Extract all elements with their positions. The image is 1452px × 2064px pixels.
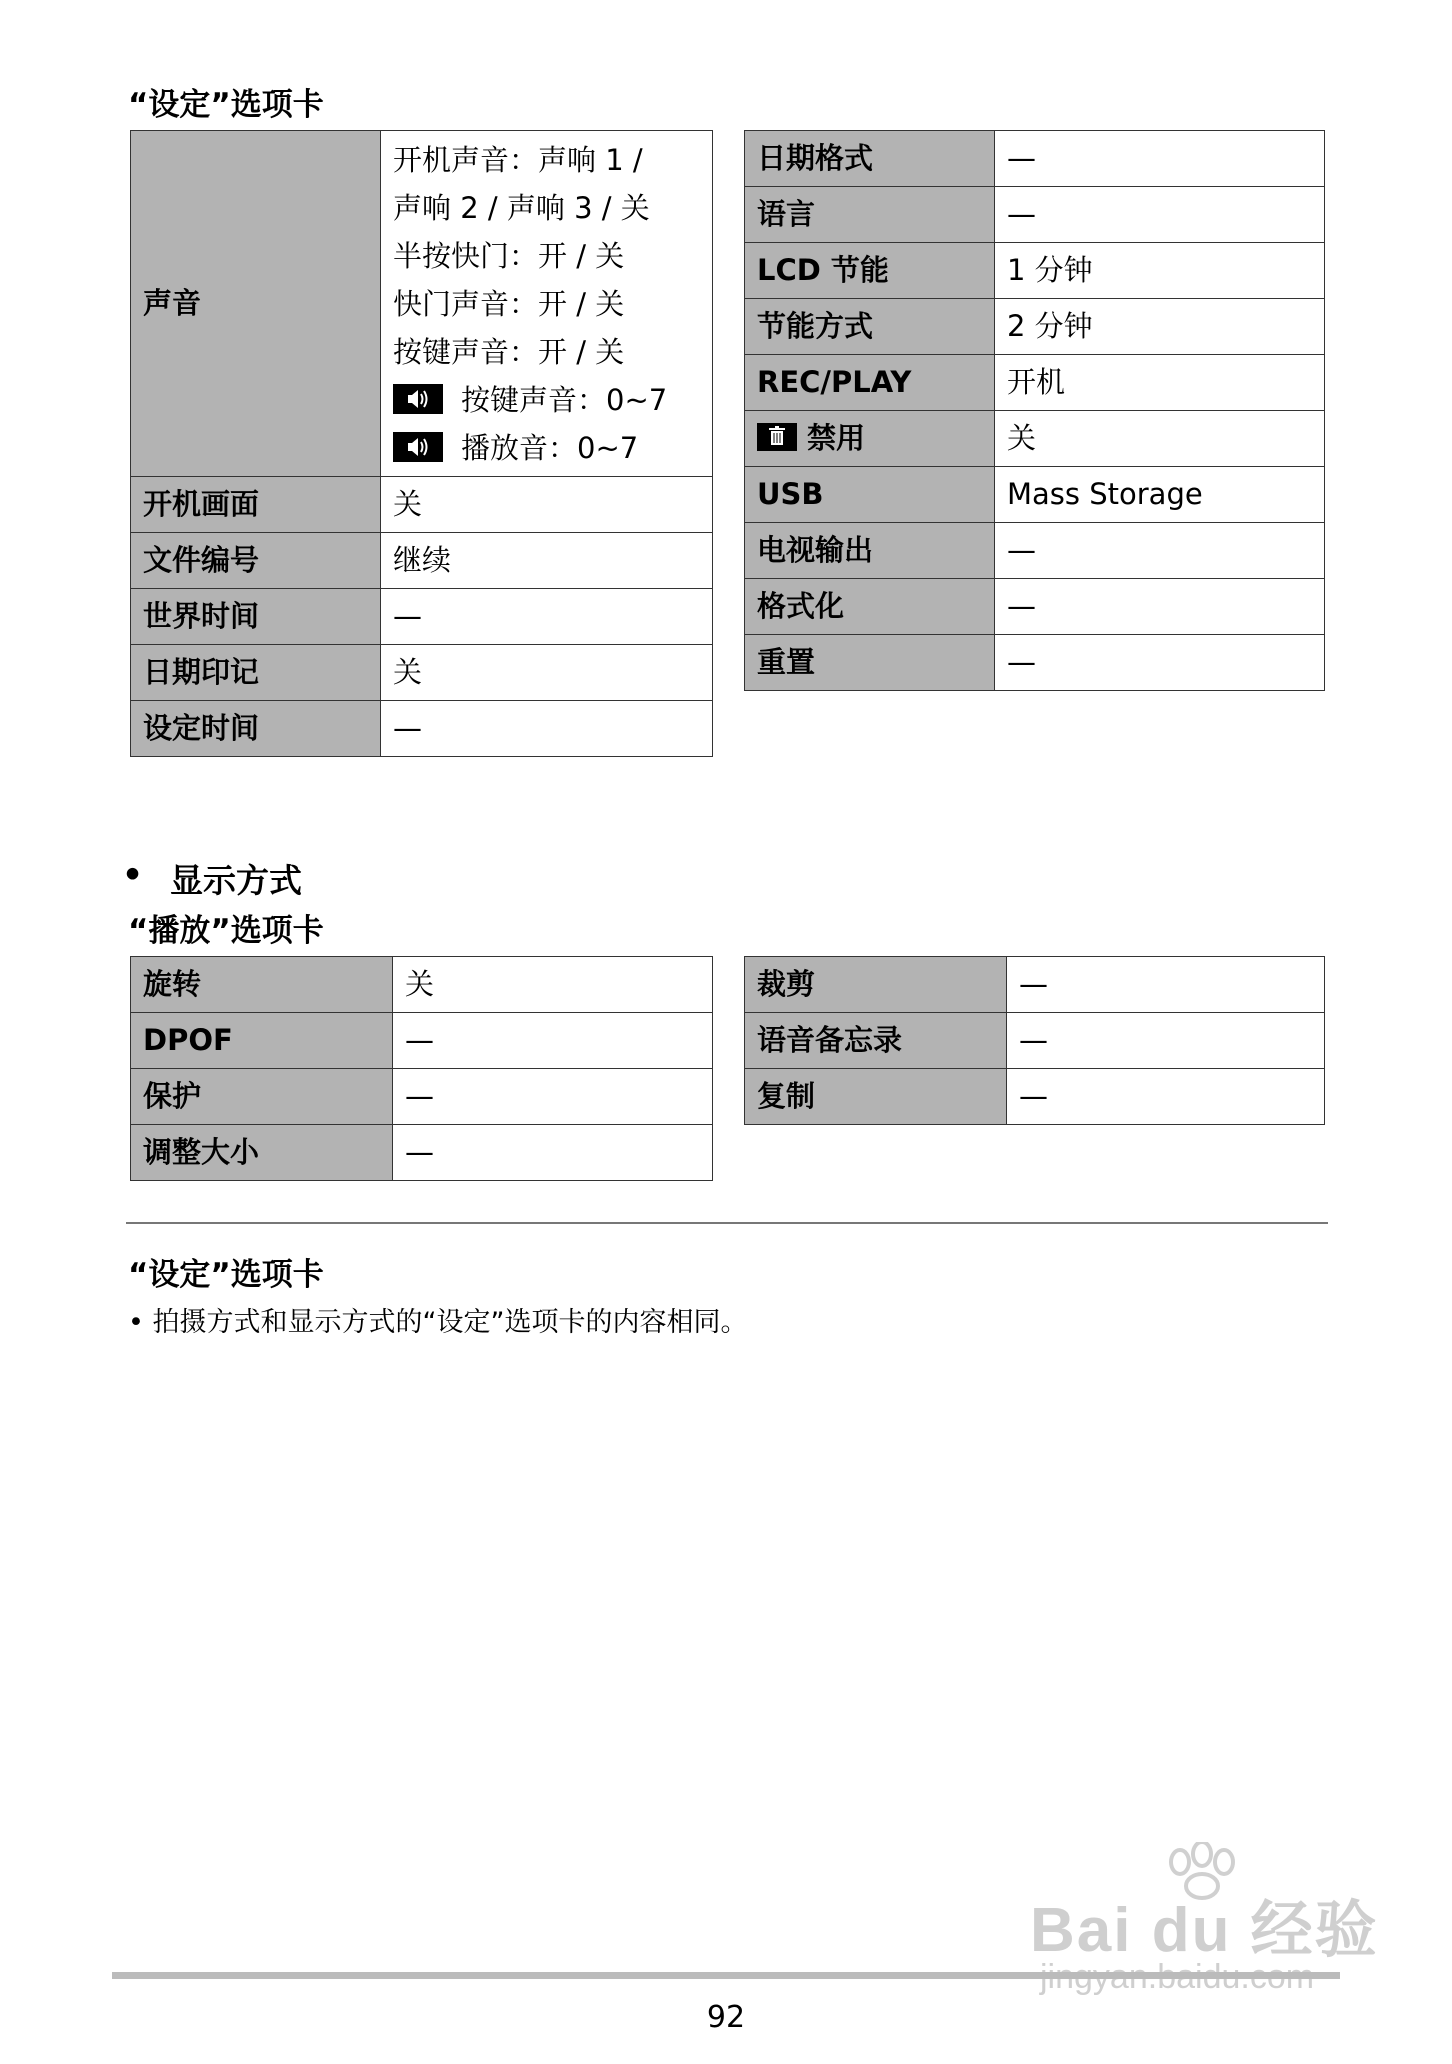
table-row [745,579,1325,635]
sound-line: 开机声音：声响 1 / [393,142,643,177]
speaker-icon [393,384,443,414]
trash-icon [757,423,797,451]
row-value: — [393,1069,713,1125]
row-value: — [995,579,1325,635]
row-value: — [393,1013,713,1069]
row-key: 电视输出 [745,523,995,579]
row-value: — [393,1125,713,1181]
playback-table-right [744,956,1325,1125]
table-row [745,411,1325,467]
sound-icon-line: 按键声音：0~7 [461,382,668,417]
row-value: — [995,635,1325,691]
row-key: 复制 [745,1069,1007,1125]
table-row [745,299,1325,355]
table-row [745,1069,1325,1125]
row-key: 日期印记 [131,645,381,701]
setup-tab-heading: “设定”选项卡 [128,87,324,123]
table-row [131,533,713,589]
paw-icon [1160,1842,1250,1902]
row-value: 关 [393,957,713,1013]
setup-table-right [744,130,1325,691]
table-row [131,645,713,701]
row-key: DPOF [131,1013,393,1069]
row-value: — [1007,957,1325,1013]
speaker-icon [393,432,443,462]
table-row [745,131,1325,187]
table-row [745,467,1325,523]
table-row [131,701,713,757]
row-key: 日期格式 [745,131,995,187]
row-key: 语音备忘录 [745,1013,1007,1069]
row-key: 节能方式 [745,299,995,355]
row-key: USB [745,467,995,523]
table-row [131,1125,713,1181]
row-value: — [995,131,1325,187]
row-value: 关 [381,477,713,533]
table-row [745,635,1325,691]
table-row [131,1013,713,1069]
table-row [745,243,1325,299]
sound-line: 半按快门：开 / 关 [393,238,625,273]
table-row [131,589,713,645]
sound-line: 声响 2 / 声响 3 / 关 [393,190,650,225]
table-row [131,1069,713,1125]
row-key [745,411,995,467]
row-value: — [381,589,713,645]
baidu-watermark-logo: Bai du 经验 [1030,1896,1379,1965]
row-key: 世界时间 [131,589,381,645]
playback-table-left [130,956,713,1181]
row-key: 旋转 [131,957,393,1013]
table-row [745,355,1325,411]
playback-tab-heading: “播放”选项卡 [128,913,324,949]
row-value: — [1007,1069,1325,1125]
row-value: 开机 [995,355,1325,411]
row-key: 开机画面 [131,477,381,533]
table-row [131,957,713,1013]
row-key: 调整大小 [131,1125,393,1181]
sound-line: 按键声音：开 / 关 [393,334,625,369]
row-key-text: 禁用 [807,421,866,456]
row-key: 重置 [745,635,995,691]
row-key: 文件编号 [131,533,381,589]
sound-line [393,424,700,472]
note-text: • 拍摄方式和显示方式的“设定”选项卡的内容相同。 [128,1307,748,1338]
page-number: 92 [706,2000,746,2035]
row-value: — [995,523,1325,579]
table-row [745,957,1325,1013]
row-value: — [381,701,713,757]
row-key: 语言 [745,187,995,243]
row-key: 保护 [131,1069,393,1125]
display-mode-bullet: • [122,855,144,894]
row-key: 裁剪 [745,957,1007,1013]
sound-value [381,131,713,477]
row-key: 设定时间 [131,701,381,757]
table-row [745,1013,1325,1069]
sound-icon-line: 播放音：0~7 [461,430,639,465]
setup-tab-heading-2: “设定”选项卡 [128,1257,324,1293]
row-value: 1 分钟 [995,243,1325,299]
sound-label: 声音 [131,131,381,477]
row-value: 关 [381,645,713,701]
row-value: — [995,187,1325,243]
row-value: 关 [995,411,1325,467]
row-key: REC/PLAY [745,355,995,411]
row-key: LCD 节能 [745,243,995,299]
table-row [745,187,1325,243]
row-value: 2 分钟 [995,299,1325,355]
row-value: — [1007,1013,1325,1069]
row-value: 继续 [381,533,713,589]
sound-line: 快门声音：开 / 关 [393,286,625,321]
setup-table-left [130,130,713,757]
display-mode-title: 显示方式 [170,861,302,900]
sound-line [393,376,700,424]
row-value: Mass Storage [995,467,1325,523]
table-row [745,523,1325,579]
footer-bar [112,1972,1340,1979]
section-divider [126,1222,1328,1224]
table-row [131,477,713,533]
row-key: 格式化 [745,579,995,635]
